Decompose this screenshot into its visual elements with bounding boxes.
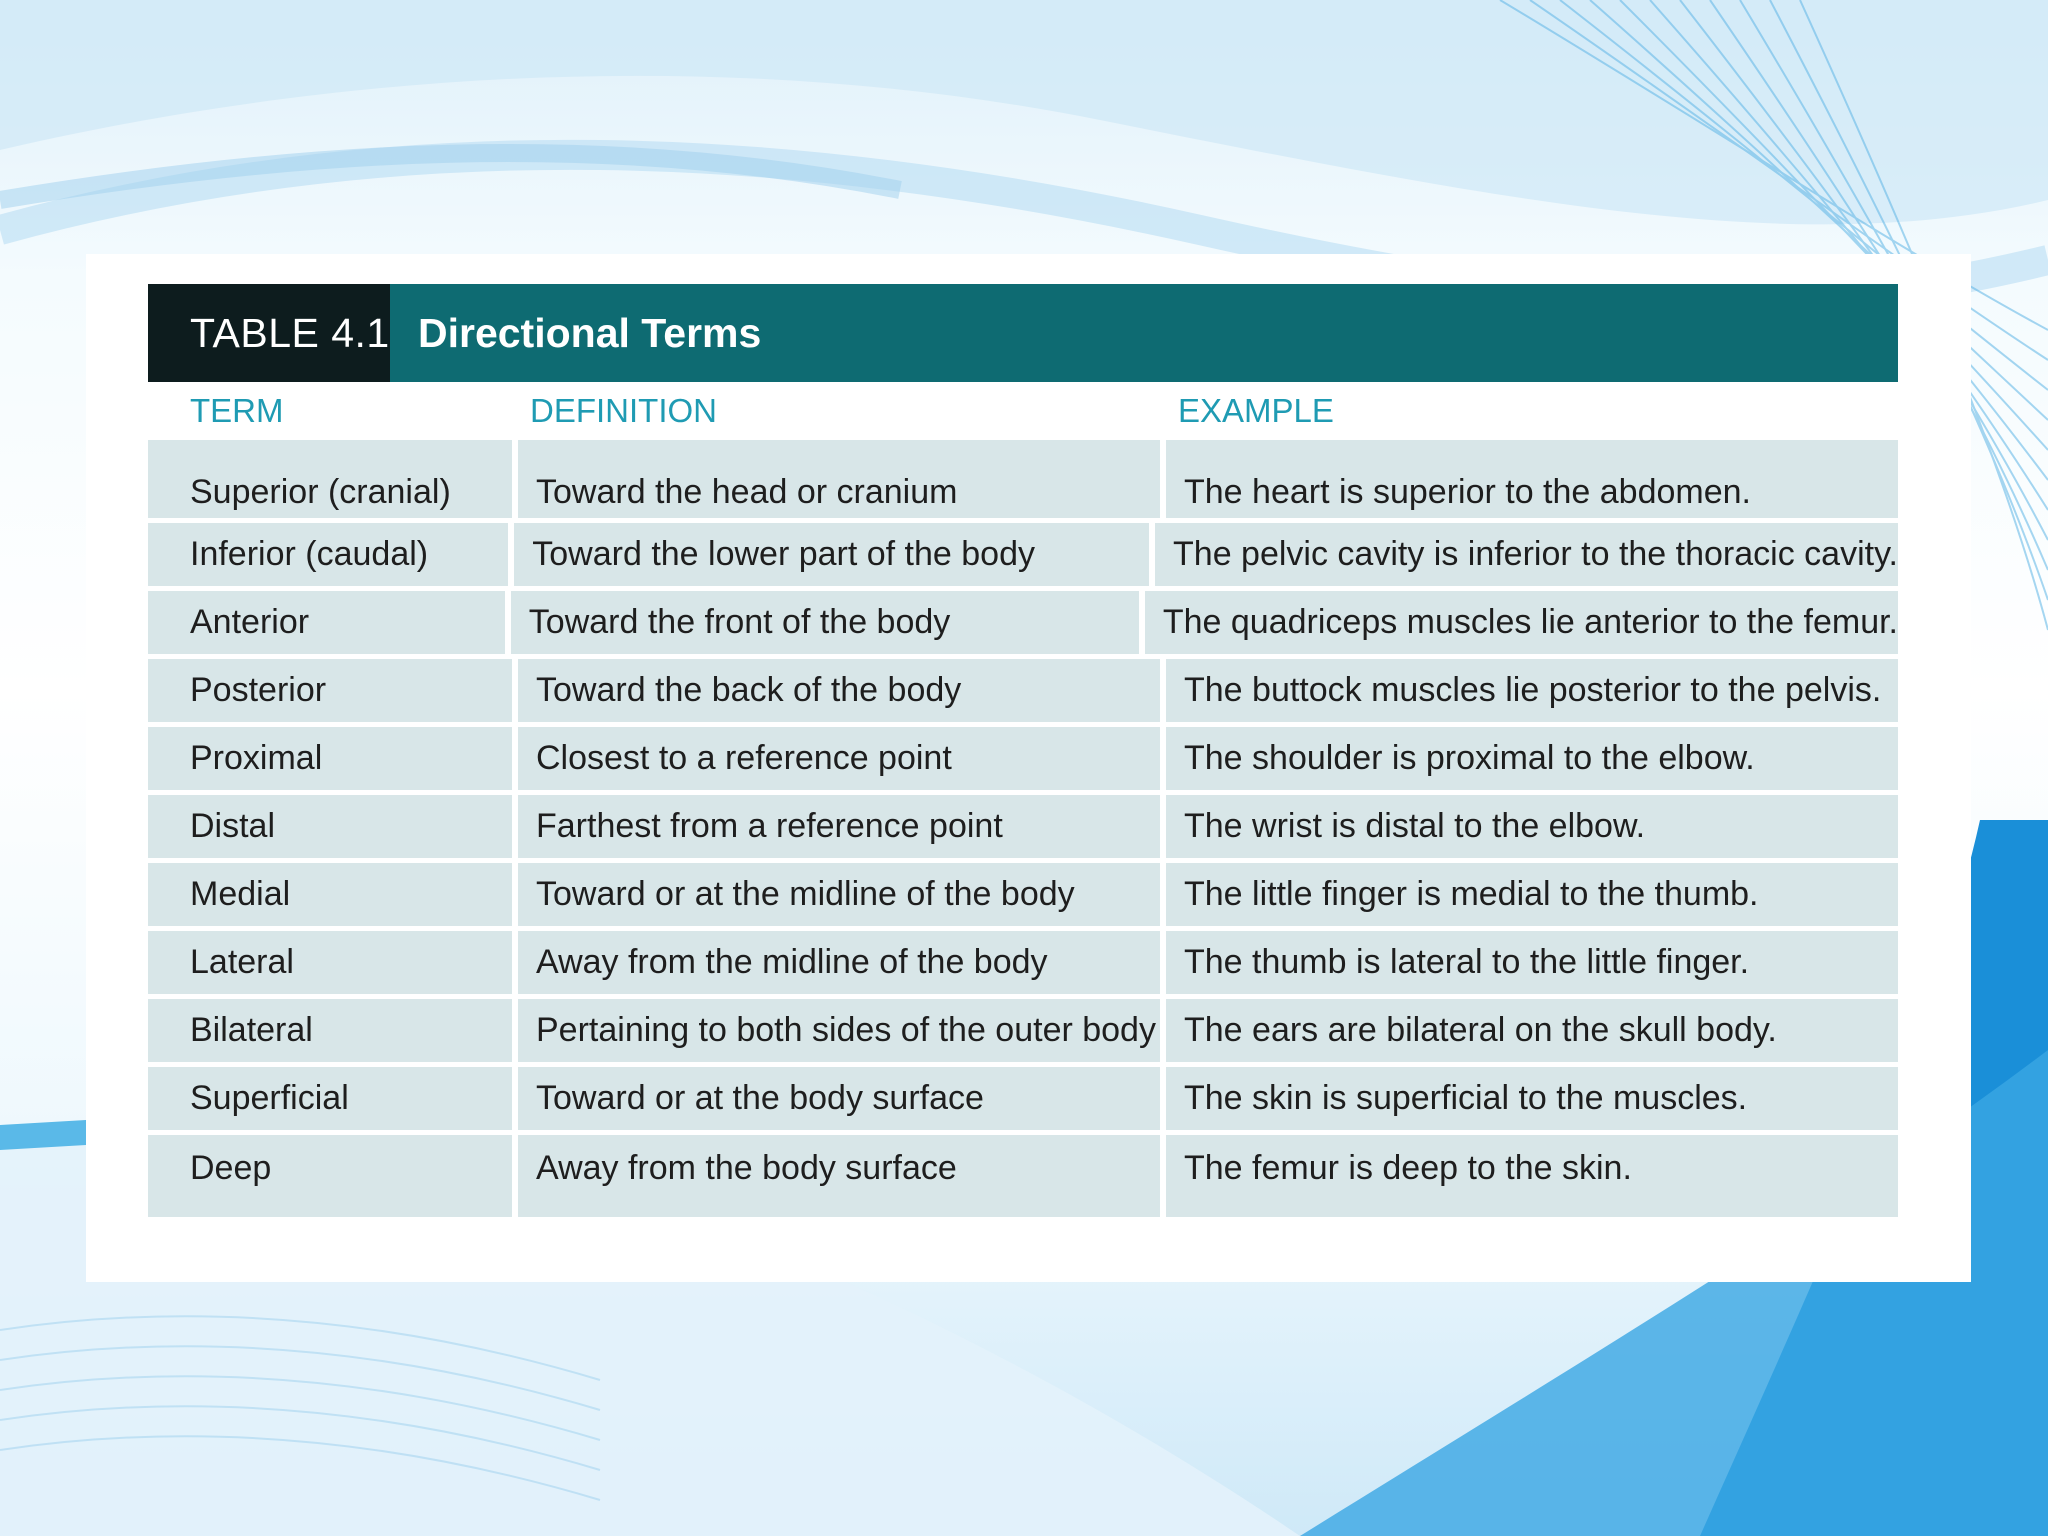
term-cell: Inferior (caudal) bbox=[148, 523, 508, 586]
definition-cell: Toward the lower part of the body bbox=[514, 523, 1149, 586]
example-cell: The ears are bilateral on the skull body. bbox=[1166, 999, 1898, 1062]
definition-cell: Away from the body surface bbox=[518, 1135, 1160, 1217]
table-row bbox=[148, 440, 1898, 518]
column-heading-definition: DEFINITION bbox=[530, 392, 717, 429]
definition-cell: Toward the front of the body bbox=[511, 591, 1139, 654]
term-cell: Proximal bbox=[148, 727, 512, 790]
slide-card bbox=[86, 254, 1971, 1282]
table-row bbox=[148, 591, 1898, 654]
definition-cell: Away from the midline of the body bbox=[518, 931, 1160, 994]
table-title: Directional Terms bbox=[390, 284, 1898, 382]
example-cell: The heart is superior to the abdomen. bbox=[1166, 440, 1898, 518]
term-cell: Distal bbox=[148, 795, 512, 858]
term-cell: Superficial bbox=[148, 1067, 512, 1130]
table-row bbox=[148, 999, 1898, 1062]
definition-cell: Pertaining to both sides of the outer body bbox=[518, 999, 1160, 1062]
column-headings bbox=[148, 382, 1898, 440]
term-cell: Deep bbox=[148, 1135, 512, 1217]
example-cell: The pelvic cavity is inferior to the thoracic cavity. bbox=[1155, 523, 1898, 586]
definition-cell: Closest to a reference point bbox=[518, 727, 1160, 790]
definition-cell: Toward or at the body surface bbox=[518, 1067, 1160, 1130]
table-row bbox=[148, 1135, 1898, 1217]
directional-terms-table bbox=[148, 284, 1898, 1217]
example-cell: The femur is deep to the skin. bbox=[1166, 1135, 1898, 1217]
column-heading-example: EXAMPLE bbox=[1178, 392, 1334, 429]
column-heading-term: TERM bbox=[190, 392, 284, 429]
term-cell: Posterior bbox=[148, 659, 512, 722]
table-row bbox=[148, 659, 1898, 722]
term-cell: Medial bbox=[148, 863, 512, 926]
example-cell: The shoulder is proximal to the elbow. bbox=[1166, 727, 1898, 790]
table-row bbox=[148, 523, 1898, 586]
term-cell: Superior (cranial) bbox=[148, 440, 512, 518]
definition-cell: Toward or at the midline of the body bbox=[518, 863, 1160, 926]
example-cell: The buttock muscles lie posterior to the pelvis. bbox=[1166, 659, 1898, 722]
term-cell: Lateral bbox=[148, 931, 512, 994]
term-cell: Bilateral bbox=[148, 999, 512, 1062]
table-row bbox=[148, 863, 1898, 926]
table-row bbox=[148, 727, 1898, 790]
definition-cell: Farthest from a reference point bbox=[518, 795, 1160, 858]
table-row bbox=[148, 1067, 1898, 1130]
example-cell: The wrist is distal to the elbow. bbox=[1166, 795, 1898, 858]
table-row bbox=[148, 931, 1898, 994]
definition-cell: Toward the back of the body bbox=[518, 659, 1160, 722]
definition-cell: Toward the head or cranium bbox=[518, 440, 1160, 518]
table-row bbox=[148, 795, 1898, 858]
table-number: TABLE 4.1 bbox=[148, 284, 390, 382]
term-cell: Anterior bbox=[148, 591, 505, 654]
table-header-bar bbox=[148, 284, 1898, 382]
example-cell: The thumb is lateral to the little finger. bbox=[1166, 931, 1898, 994]
example-cell: The quadriceps muscles lie anterior to the femur. bbox=[1145, 591, 1898, 654]
example-cell: The skin is superficial to the muscles. bbox=[1166, 1067, 1898, 1130]
example-cell: The little finger is medial to the thumb. bbox=[1166, 863, 1898, 926]
